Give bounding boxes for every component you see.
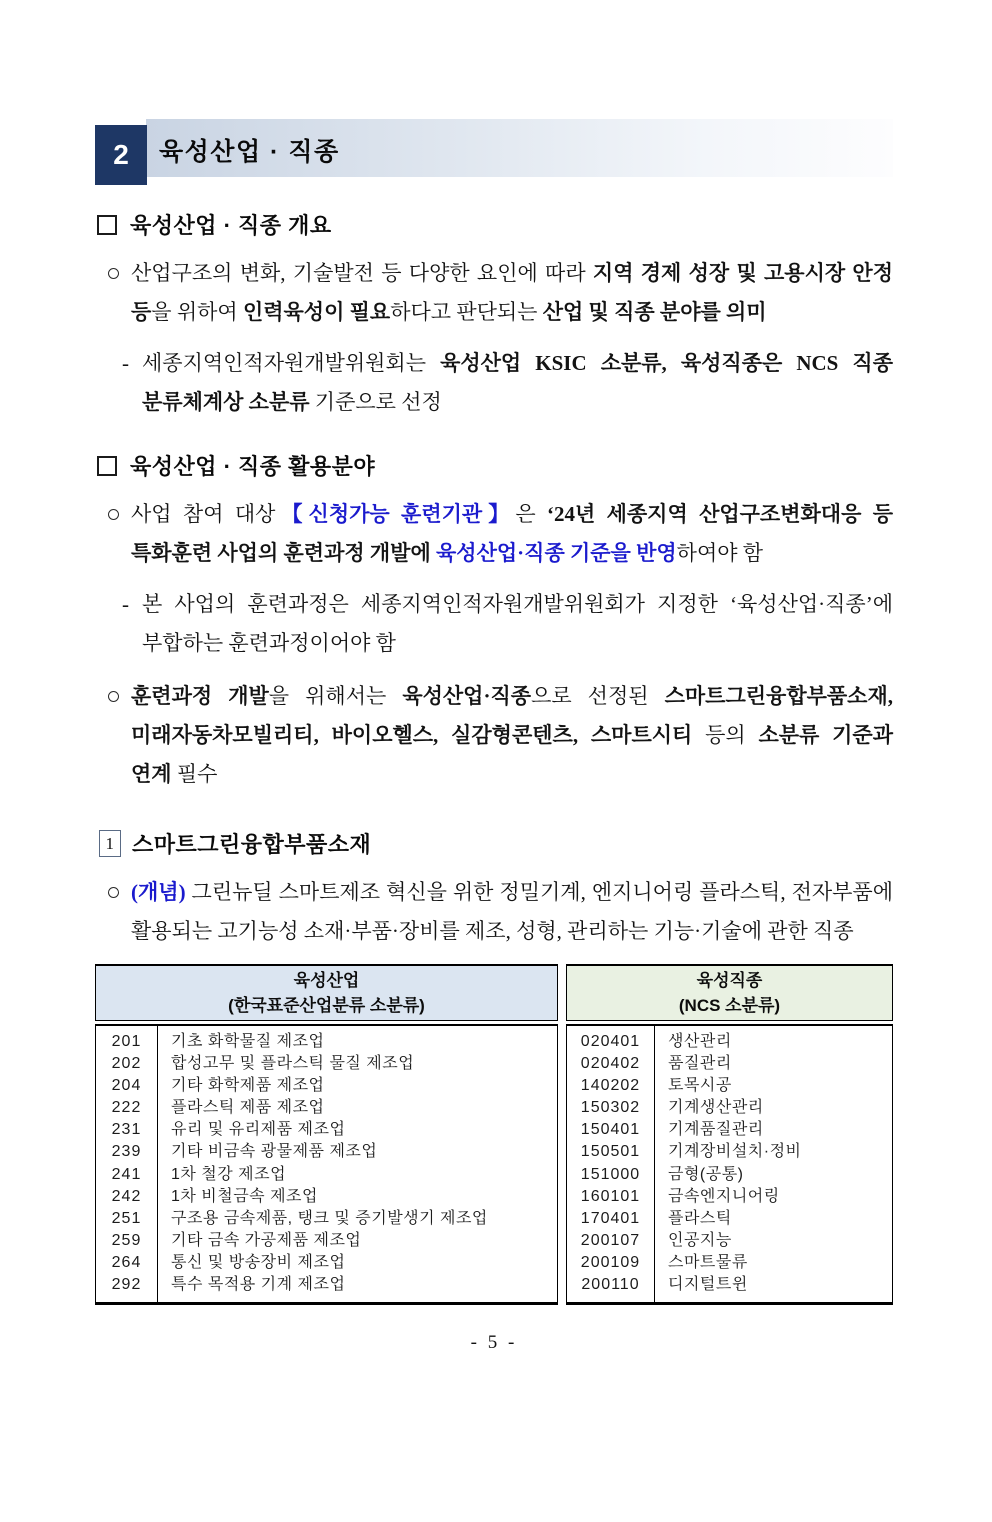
paragraph-application-1 <box>95 495 893 573</box>
occupation-code: 150302 <box>580 1099 641 1117</box>
heading-application-label: 육성산업 · 직종 활용분야 <box>130 454 376 479</box>
industry-code: 239 <box>111 1143 142 1161</box>
text-segment-bold: 육성산업·직종 <box>402 684 532 708</box>
text-segment: 그린뉴딜 스마트제조 혁신을 위한 정밀기계, 엔지니어링 플라스틱, 전자부품에 활용되는 고기능성 소재·부품·장비를 제조, 성형, 관리하는 기능·기술에 관한 직종 <box>131 880 893 943</box>
occupation-name: 생산관리 <box>668 1033 732 1050</box>
circle-bullet-icon <box>108 509 119 520</box>
industry-table-body <box>95 1024 558 1305</box>
text-segment-bold: 지역 경제 성장 및 고용시장 안정 등 <box>131 261 894 324</box>
occupation-code: 200110 <box>581 1276 640 1294</box>
industry-name: 기타 금속 가공제품 제조업 <box>171 1231 362 1249</box>
text-segment: 기준으로 선정 <box>309 390 442 414</box>
industry-code: 264 <box>111 1253 142 1271</box>
industry-name: 합성고무 및 플라스틱 물질 제조업 <box>171 1055 415 1073</box>
text-segment: 으로 선정된 <box>531 684 665 708</box>
circle-bullet-icon <box>108 691 119 702</box>
industry-code: 259 <box>111 1231 142 1249</box>
text-segment-bold: 산업 및 직종 분야를 의미 <box>542 300 767 324</box>
occupation-name: 인공지능 <box>668 1231 732 1249</box>
text-segment: 본 사업의 훈련과정은 세종지역인적자원개발위원회가 지정한 ‘육성산업·직종’에 부합하는 훈련과정이어야 함 <box>142 592 893 655</box>
occupation-name: 디지털트윈 <box>668 1276 748 1294</box>
text-segment-blue: 【신청가능 훈련기관】 <box>275 502 516 526</box>
occupation-name: 기계장비설치·정비 <box>668 1143 802 1161</box>
heading-smart-green <box>99 828 893 859</box>
text-segment-bold: 소분류 기준과 연계 <box>131 723 893 786</box>
dash-bullet: - <box>122 351 129 375</box>
document-page <box>0 119 992 1354</box>
occupation-table-header <box>566 964 893 1021</box>
paragraph-application-3 <box>95 677 893 794</box>
occupation-code: 151000 <box>580 1165 641 1183</box>
occupation-name: 스마트물류 <box>668 1253 748 1271</box>
occupation-name-column <box>655 1026 892 1302</box>
occupation-code: 020401 <box>580 1033 641 1050</box>
industry-code-column <box>96 1026 158 1302</box>
classification-tables <box>95 964 893 1305</box>
industry-table-title: 육성산업 <box>293 971 360 990</box>
text-segment: 세종지역인적자원개발위원회는 <box>142 351 441 375</box>
industry-table-header <box>95 964 558 1021</box>
industry-name: 플라스틱 제품 제조업 <box>171 1099 325 1117</box>
occupation-name: 기계품질관리 <box>668 1121 764 1139</box>
occupation-code: 160101 <box>580 1187 641 1205</box>
industry-name: 기타 화학제품 제조업 <box>171 1077 325 1095</box>
text-segment: 사업 참여 대상 <box>131 502 276 526</box>
section-number-badge: 2 <box>95 125 147 185</box>
text-segment: 필수 <box>171 762 218 786</box>
industry-name: 1차 비철금속 제조업 <box>171 1187 318 1205</box>
industry-table-subtitle: (한국표준산업분류 소분류) <box>228 996 425 1015</box>
paragraph-overview-2 <box>95 344 893 422</box>
paragraph-overview-1 <box>95 254 893 332</box>
text-segment: 등의 <box>692 723 759 747</box>
text-segment-bold: 육성산업 KSIC 소분류, 육성직종은 NCS 직종 분류체계상 소분류 <box>142 351 893 414</box>
industry-name: 1차 철강 제조업 <box>171 1165 287 1183</box>
industry-code: 251 <box>111 1209 142 1227</box>
occupation-name: 금형(공통) <box>668 1165 744 1183</box>
circle-bullet-icon <box>108 268 119 279</box>
occupation-code: 140202 <box>580 1077 641 1095</box>
occupation-code: 020402 <box>580 1055 641 1073</box>
text-segment-blue: 육성산업·직종 기준을 반영 <box>436 541 677 565</box>
industry-code: 242 <box>111 1187 142 1205</box>
text-segment: 하여야 함 <box>676 541 764 565</box>
industry-name: 특수 목적용 기계 제조업 <box>171 1276 346 1294</box>
industry-name: 구조용 금속제품, 탱크 및 증기발생기 제조업 <box>171 1209 488 1227</box>
paragraph-application-2 <box>95 585 893 663</box>
text-segment: 을 위하여 <box>151 300 243 324</box>
industry-code: 292 <box>111 1276 142 1294</box>
occupation-table-body <box>566 1024 893 1305</box>
industry-name-column <box>158 1026 557 1302</box>
industry-code: 231 <box>111 1121 142 1139</box>
text-segment: 하다고 판단되는 <box>390 300 543 324</box>
occupation-name: 플라스틱 <box>668 1209 732 1227</box>
text-segment-bold: ‘24년 세종지역 산업구조변화대응 등 특화훈련 사업의 훈련과정 개발에 <box>131 502 893 565</box>
heading-smart-green-label: 스마트그린융합부품소재 <box>132 832 372 857</box>
occupation-table-title: 육성직종 <box>696 971 763 990</box>
circle-bullet-icon <box>108 887 119 898</box>
text-segment-bold: 인력육성이 필요 <box>242 300 391 324</box>
industry-name: 통신 및 방송장비 제조업 <box>171 1253 346 1271</box>
occupation-code-column <box>567 1026 655 1302</box>
text-segment-bold: 스마트그린융합부품소재, 미래자동차모빌리티, 바이오헬스, 실감형콘텐츠, 스마트시티 <box>131 684 894 747</box>
section-banner <box>95 119 893 185</box>
occupation-code: 200109 <box>580 1253 641 1271</box>
text-segment-blue: (개념) <box>131 880 186 904</box>
boxed-number-icon: 1 <box>99 830 121 857</box>
occupation-table <box>566 964 893 1305</box>
text-segment: 산업구조의 변화, 기술발전 등 다양한 요인에 따라 <box>131 261 593 285</box>
occupation-name: 기계생산관리 <box>668 1099 764 1117</box>
section-banner-title: 육성산업 · 직종 <box>159 138 340 166</box>
text-segment: 을 위해서는 <box>268 684 403 708</box>
heading-overview <box>97 209 893 240</box>
industry-code: 222 <box>111 1099 142 1117</box>
industry-name: 기초 화학물질 제조업 <box>171 1033 325 1050</box>
occupation-name: 품질관리 <box>668 1055 732 1073</box>
page-number: - 5 - <box>470 1332 518 1354</box>
industry-code: 201 <box>111 1033 142 1050</box>
heading-application <box>97 450 893 481</box>
industry-code: 204 <box>111 1077 142 1095</box>
industry-table <box>95 964 558 1305</box>
occupation-name: 토목시공 <box>668 1077 732 1095</box>
dash-bullet: - <box>122 592 129 616</box>
text-segment-bold: 훈련과정 개발 <box>131 684 269 708</box>
occupation-name: 금속엔지니어링 <box>668 1187 780 1205</box>
text-segment: 은 <box>515 502 547 526</box>
industry-name: 유리 및 유리제품 제조업 <box>171 1121 346 1139</box>
paragraph-concept <box>95 873 893 951</box>
occupation-code: 150401 <box>580 1121 641 1139</box>
occupation-code: 200107 <box>580 1231 641 1249</box>
square-bullet-icon <box>97 215 117 235</box>
heading-overview-label: 육성산업 · 직종 개요 <box>130 213 332 238</box>
occupation-code: 170401 <box>580 1209 641 1227</box>
occupation-table-subtitle: (NCS 소분류) <box>678 996 781 1015</box>
industry-code: 241 <box>111 1165 142 1183</box>
occupation-code: 150501 <box>580 1143 641 1161</box>
industry-code: 202 <box>111 1055 142 1073</box>
industry-name: 기타 비금속 광물제품 제조업 <box>171 1143 378 1161</box>
square-bullet-icon <box>97 456 117 476</box>
